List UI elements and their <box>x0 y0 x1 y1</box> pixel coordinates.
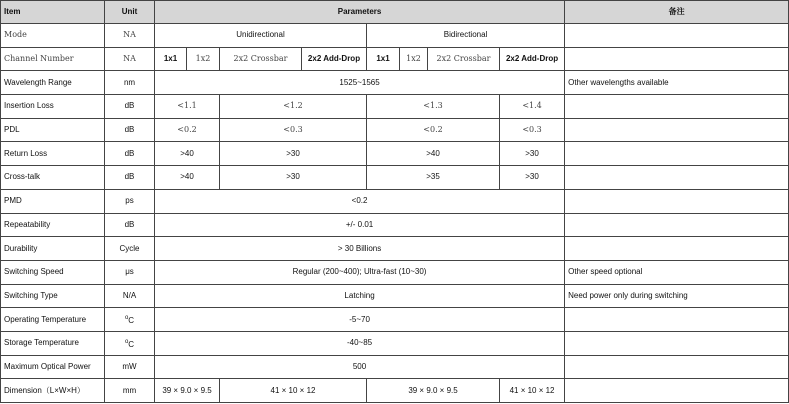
table-row <box>1 213 789 237</box>
table-row <box>1 308 789 332</box>
value-cell: 39 × 9.0 × 9.5 <box>155 379 220 403</box>
note-cell <box>565 237 789 261</box>
remark-header: 备注 <box>565 1 789 24</box>
value-cell: Regular (200~400); Ultra-fast (10~30) <box>155 260 565 284</box>
row-label: Cross-talk <box>1 166 105 190</box>
table-row <box>1 189 789 213</box>
row-unit <box>105 331 155 355</box>
bidirectional-cell: Bidirectional <box>367 24 565 48</box>
row-unit: nm <box>105 71 155 95</box>
note-cell <box>565 142 789 166</box>
row-label: Repeatability <box>1 213 105 237</box>
row-label: Storage Temperature <box>1 331 105 355</box>
row-label: Maximum Optical Power <box>1 355 105 379</box>
value-cell: <1.4 <box>500 95 565 119</box>
note-cell: Other wavelengths available <box>565 71 789 95</box>
channel-cell: 1x1 <box>367 47 400 71</box>
row-label: Return Loss <box>1 142 105 166</box>
table-row <box>1 331 789 355</box>
table-row <box>1 47 789 71</box>
row-label: Wavelength Range <box>1 71 105 95</box>
row-label: PDL <box>1 118 105 142</box>
value-cell: 41 × 10 × 12 <box>220 379 367 403</box>
note-cell <box>565 24 789 48</box>
value-cell: > 30 Billions <box>155 237 565 261</box>
note-cell <box>565 308 789 332</box>
row-unit: dB <box>105 118 155 142</box>
value-cell: >30 <box>220 166 367 190</box>
note-cell <box>565 331 789 355</box>
note-cell <box>565 47 789 71</box>
note-cell <box>565 213 789 237</box>
channel-cell: 2x2 Crossbar <box>428 47 500 71</box>
value-cell: >40 <box>367 142 500 166</box>
value-cell: <0.3 <box>500 118 565 142</box>
row-unit: N/A <box>105 284 155 308</box>
value-cell: >30 <box>500 166 565 190</box>
row-unit: dB <box>105 213 155 237</box>
table-row <box>1 355 789 379</box>
value-cell: -5~70 <box>155 308 565 332</box>
row-unit: dB <box>105 166 155 190</box>
table-row <box>1 118 789 142</box>
channel-cell: 2x2 Add-Drop <box>302 47 367 71</box>
table-row <box>1 71 789 95</box>
value-cell: <1.3 <box>367 95 500 119</box>
value-cell: 500 <box>155 355 565 379</box>
unidirectional-cell: Unidirectional <box>155 24 367 48</box>
unit-header: Unit <box>105 1 155 24</box>
value-cell: <0.3 <box>220 118 367 142</box>
table-row <box>1 142 789 166</box>
value-cell: <1.2 <box>220 95 367 119</box>
note-cell: Need power only during switching <box>565 284 789 308</box>
value-cell: <0.2 <box>155 189 565 213</box>
row-label: PMD <box>1 189 105 213</box>
row-unit: NA <box>105 47 155 71</box>
row-label: Insertion Loss <box>1 95 105 119</box>
unit-text: C <box>128 316 135 326</box>
note-cell <box>565 355 789 379</box>
row-unit: dB <box>105 95 155 119</box>
parameters-header: Parameters <box>155 1 565 24</box>
channel-cell: 2x2 Add-Drop <box>500 47 565 71</box>
note-cell <box>565 95 789 119</box>
value-cell: >30 <box>220 142 367 166</box>
value-cell: +/- 0.01 <box>155 213 565 237</box>
value-cell: <1.1 <box>155 95 220 119</box>
degree-mark: o <box>124 315 129 322</box>
value-cell: >30 <box>500 142 565 166</box>
row-label: Operating Temperature <box>1 308 105 332</box>
header-row <box>1 1 789 24</box>
note-cell <box>565 118 789 142</box>
value-cell: 1525~1565 <box>155 71 565 95</box>
row-label: Dimension（L×W×H） <box>1 379 105 403</box>
value-cell: -40~85 <box>155 331 565 355</box>
note-cell <box>565 166 789 190</box>
row-unit: μs <box>105 260 155 284</box>
value-cell: >40 <box>155 166 220 190</box>
note-cell <box>565 379 789 403</box>
row-unit <box>105 308 155 332</box>
row-label: Channel Number <box>1 47 105 71</box>
table-row <box>1 24 789 48</box>
value-cell: >35 <box>367 166 500 190</box>
table-row <box>1 284 789 308</box>
row-label: Durability <box>1 237 105 261</box>
table-row <box>1 260 789 284</box>
channel-cell: 2x2 Crossbar <box>220 47 302 71</box>
table-row <box>1 379 789 403</box>
table-row <box>1 95 789 119</box>
row-unit: NA <box>105 24 155 48</box>
row-unit: mW <box>105 355 155 379</box>
row-unit: dB <box>105 142 155 166</box>
channel-cell: 1x1 <box>155 47 187 71</box>
row-unit: mm <box>105 379 155 403</box>
row-unit: ps <box>105 189 155 213</box>
item-header: Item <box>1 1 105 24</box>
value-cell: 39 × 9.0 × 9.5 <box>367 379 500 403</box>
value-cell: <0.2 <box>155 118 220 142</box>
value-cell: >40 <box>155 142 220 166</box>
table-row <box>1 237 789 261</box>
note-cell <box>565 189 789 213</box>
channel-cell: 1x2 <box>187 47 220 71</box>
table-row <box>1 166 789 190</box>
value-cell: 41 × 10 × 12 <box>500 379 565 403</box>
row-label: Mode <box>1 24 105 48</box>
row-label: Switching Speed <box>1 260 105 284</box>
degree-mark: o <box>124 338 129 345</box>
value-cell: Latching <box>155 284 565 308</box>
row-label: Switching Type <box>1 284 105 308</box>
channel-cell: 1x2 <box>400 47 428 71</box>
note-cell: Other speed optional <box>565 260 789 284</box>
value-cell: <0.2 <box>367 118 500 142</box>
unit-text: C <box>128 339 135 349</box>
row-unit: Cycle <box>105 237 155 261</box>
